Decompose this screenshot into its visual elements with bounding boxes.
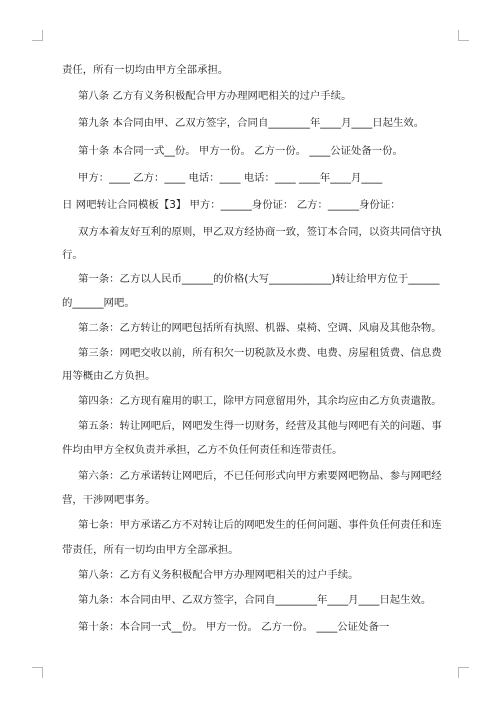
text-line: 第三条：网吧交收以前，所有积欠一切税款及水费、电费、房屋租赁费、信息费 bbox=[78, 347, 442, 359]
text-line: 第十条：本合同一式__份。 甲方一份。 乙方一份。 ____公证处备一 bbox=[78, 621, 390, 633]
crop-mark-top-left bbox=[32, 30, 43, 41]
text-line: 第二条：乙方转让的网吧包括所有执照、机器、桌椅、空调、风扇及其他杂物。 bbox=[78, 322, 442, 334]
text-line: 第五条：转让网吧后，网吧发生得一切财务，经营及其他与网吧有关的问题、事 bbox=[78, 420, 442, 432]
text-line: 第七条：甲方承诺乙方不对转让后的网吧发生的任何问题、事件负任何责任和连 bbox=[78, 519, 442, 531]
text-line: 第九条 本合同由甲、乙双方签字，合同自________年____月____日起生效。 bbox=[78, 117, 425, 129]
crop-mark-top-right bbox=[458, 30, 469, 41]
text-line: 第四条：乙方现有雇用的职工，除甲方同意留用外，其余均应由乙方负责遣散。 bbox=[78, 395, 442, 407]
text-line: 带责任，所有一切均由甲方全部承担。 bbox=[62, 544, 239, 556]
text-line: 甲方：____ 乙方：____ 电话：____ 电话：____ ____年____月____ bbox=[78, 172, 383, 184]
text-line: 营，干涉网吧事务。 bbox=[62, 494, 156, 506]
crop-mark-bottom-right bbox=[458, 667, 469, 678]
text-line: 件均由甲方全权负责并承担，乙方不负任何责任和连带责任。 bbox=[62, 444, 343, 456]
text-line: 行。 bbox=[62, 249, 83, 261]
text-line: 第一条：乙方以人民币______的价格(大写____________)转让给甲方位于______ bbox=[78, 273, 440, 285]
crop-mark-bottom-left bbox=[32, 667, 43, 678]
text-line: 第六条：乙方承诺转让网吧后，不已任何形式向甲方索要网吧物品、参与网吧经 bbox=[78, 470, 442, 482]
text-line: 第八条 乙方有义务积极配合甲方办理网吧相关的过户手续。 bbox=[78, 90, 352, 102]
text-line: 日 网吧转让合同模板【3】 甲方：______身份证： 乙方：______身份证： bbox=[62, 199, 401, 211]
text-line: 用等概由乙方负担。 bbox=[62, 370, 156, 382]
text-line: 的______网吧。 bbox=[62, 297, 135, 309]
text-line: 责任，所有一切均由甲方全部承担。 bbox=[62, 64, 229, 76]
text-line: 双方本着友好互利的原则，甲乙双方经协商一致，签订本合同，以资共同信守执 bbox=[78, 226, 442, 238]
text-line: 第八条：乙方有义务积极配合甲方办理网吧相关的过户手续。 bbox=[78, 569, 359, 581]
text-line: 第九条：本合同由甲、乙双方签字，合同自________年____月____日起生效。 bbox=[78, 594, 432, 606]
text-line: 第十条 本合同一式__份。 甲方一份。 乙方一份。 ____公证处备一份。 bbox=[78, 145, 403, 157]
